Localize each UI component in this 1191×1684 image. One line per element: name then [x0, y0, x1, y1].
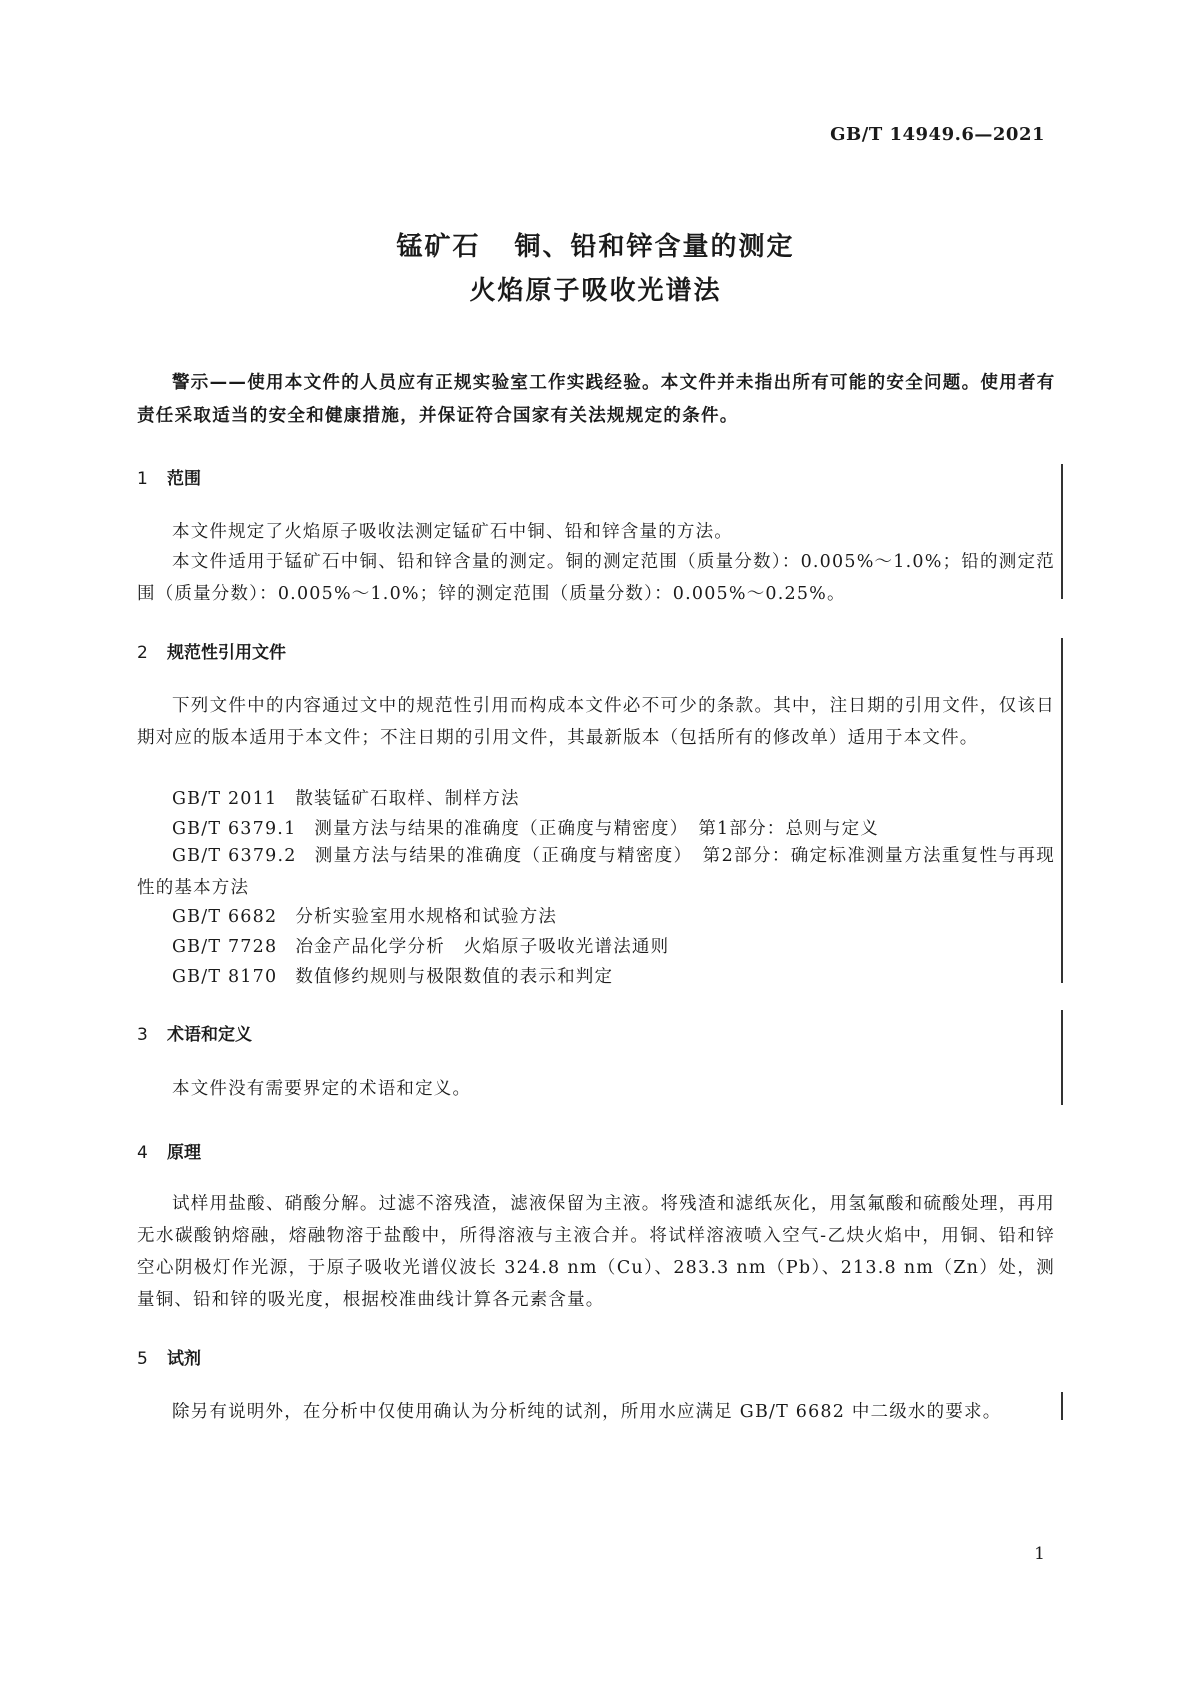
section-3-paragraph: 本文件没有需要界定的术语和定义。: [172, 1079, 472, 1099]
section-title: 原理: [167, 1143, 201, 1163]
section-title: 规范性引用文件: [167, 643, 286, 663]
reference-code: GB/T 6379.1: [172, 819, 297, 839]
reference-item: [172, 903, 557, 928]
section-3-heading: [137, 1020, 252, 1045]
section-1-paragraph-1: 本文件规定了火焰原子吸收法测定锰矿石中铜、铅和锌含量的方法。: [172, 522, 733, 542]
document-title-line2: 火焰原子吸收光谱法: [469, 276, 722, 306]
warning-notice: 警示——使用本文件的人员应有正规实验室工作实践经验。本文件并未指出所有可能的安全问题。使用者有责任采取适当的安全和健康措施，并保证符合国家有关法规规定的条件。: [137, 373, 1056, 426]
title-scope: 铜、铅和锌含量的测定: [514, 232, 795, 262]
section-title: 范围: [167, 469, 201, 489]
section-number: 3: [137, 1025, 148, 1045]
section-number: 5: [137, 1349, 148, 1369]
page-number: 1: [1034, 1544, 1045, 1564]
change-bar: [1061, 638, 1063, 983]
section-title: 试剂: [167, 1349, 201, 1369]
reference-title: 散装锰矿石取样、制样方法: [295, 789, 520, 809]
reference-item: [137, 840, 1055, 904]
reference-item: [172, 933, 669, 958]
reference-code: GB/T 6379.2: [172, 846, 297, 866]
section-1-heading: [137, 464, 201, 489]
change-bar: [1061, 1392, 1063, 1420]
reference-code: GB/T 8170: [172, 967, 278, 987]
reference-title: 测量方法与结果的准确度（正确度与精密度） 第1部分：总则与定义: [314, 819, 879, 839]
reference-item: [172, 815, 879, 840]
reference-title: 分析实验室用水规格和试验方法: [295, 907, 558, 927]
document-title-line1: [0, 226, 1191, 263]
section-number: 4: [137, 1143, 148, 1163]
section-number: 1: [137, 469, 148, 489]
change-bar: [1061, 464, 1063, 599]
reference-title: 测量方法与结果的准确度（正确度与精密度） 第2部分：确定标准测量方法重复性与再现性的基本方法: [137, 846, 1055, 898]
title-subject: 锰矿石: [396, 232, 481, 262]
section-2-intro: 下列文件中的内容通过文中的规范性引用而构成本文件必不可少的条款。其中，注日期的引用文件，仅该日期对应的版本适用于本文件；不注日期的引用文件，其最新版本（包括所有的修改单）适用于本文件。: [137, 696, 1055, 748]
reference-code: GB/T 7728: [172, 937, 278, 957]
section-title: 术语和定义: [167, 1025, 252, 1045]
reference-item: [172, 785, 520, 810]
section-5-heading: [137, 1344, 201, 1369]
section-1-paragraph-2: 本文件适用于锰矿石中铜、铅和锌含量的测定。铜的测定范围（质量分数）：0.005%～1.0%；铅的测定范围（质量分数）：0.005%～1.0%；锌的测定范围（质量分数）：0.005%～0.25%。: [137, 552, 1055, 604]
reference-title: 数值修约规则与极限数值的表示和判定: [295, 967, 614, 987]
section-4-paragraph: 试样用盐酸、硝酸分解。过滤不溶残渣，滤液保留为主液。将残渣和滤纸灰化，用氢氟酸和硫酸处理，再用无水碳酸钠熔融，熔融物溶于盐酸中，所得溶液与主液合并。将试样溶液喷入空气-乙炔火焰中，用铜、铅和锌空心阴极灯作光源，于原子吸收光谱仪波长 324.8 nm（Cu）、283.3 nm（Pb）、213.8 nm（Zn）处，测量铜、铅和锌的吸光度，根据校准曲线计算各元素含量。: [137, 1194, 1055, 1310]
section-5-paragraph: 除另有说明外，在分析中仅使用确认为分析纯的试剂，所用水应满足 GB/T 6682 中二级水的要求。: [172, 1402, 1002, 1422]
reference-item: [172, 963, 613, 988]
reference-code: GB/T 6682: [172, 907, 278, 927]
section-2-heading: [137, 638, 286, 663]
reference-code: GB/T 2011: [172, 789, 278, 809]
section-number: 2: [137, 643, 148, 663]
standard-number: GB/T 14949.6—2021: [830, 124, 1045, 145]
section-4-heading: [137, 1138, 201, 1163]
change-bar: [1061, 1010, 1063, 1105]
reference-title: 冶金产品化学分析 火焰原子吸收光谱法通则: [295, 937, 670, 957]
